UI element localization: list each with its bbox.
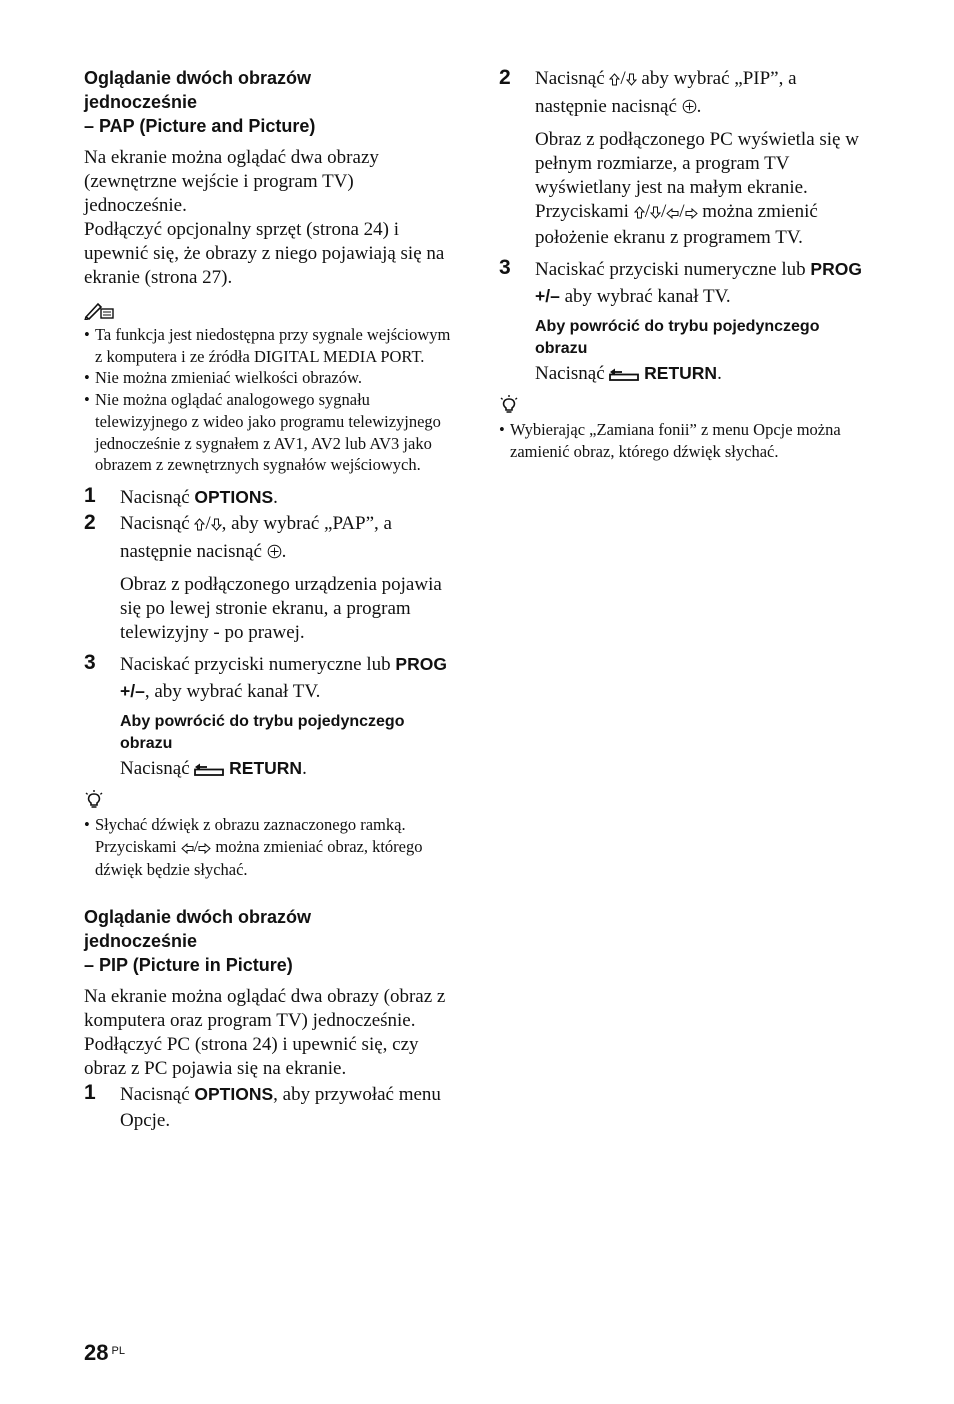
- arrow-down-icon: [211, 513, 222, 539]
- step-text: [535, 66, 871, 122]
- text: .: [281, 540, 287, 562]
- return-subheading: Aby powrócić do trybu pojedynczego obrazu: [120, 712, 405, 752]
- text: Nacisnąć: [535, 363, 610, 384]
- arrow-down-icon: [626, 68, 637, 94]
- text: Nacisnąć: [120, 1084, 195, 1106]
- note-item: • Nie można zmieniać wielkości obrazów.: [84, 367, 456, 389]
- step-text: [535, 256, 871, 310]
- heading-line: jednocześnie: [84, 931, 198, 952]
- intro-paragraph: Podłączyć opcjonalny sprzęt (strona 24) i upewnić się, że obrazy z niego pojawiają się na ekranie (strona 27).: [84, 219, 445, 288]
- step-number: 1: [84, 1081, 96, 1105]
- step-number: 1: [84, 483, 96, 507]
- step-1: [84, 1081, 456, 1134]
- notes-list: [84, 324, 456, 476]
- text: Nacisnąć: [120, 512, 195, 534]
- text: .: [302, 757, 307, 779]
- lightbulb-hint-icon: [84, 790, 456, 812]
- step-text: [120, 1081, 456, 1134]
- arrow-left-icon: [181, 838, 194, 860]
- page-language-code: PL: [111, 1345, 125, 1357]
- return-button-label: RETURN: [644, 363, 718, 383]
- text: Naciskać przyciski numeryczne lub: [535, 259, 811, 280]
- text: .: [696, 96, 702, 117]
- heading-line: Oglądanie dwóch obrazów: [84, 68, 312, 88]
- step-text: [120, 484, 456, 511]
- arrow-down-icon: [650, 202, 661, 226]
- text: Nacisnąć: [535, 68, 610, 89]
- text: aby wybrać „PIP”, a następnie nacisnąć: [535, 68, 797, 117]
- step-description: [535, 128, 871, 250]
- text: .: [717, 363, 722, 384]
- text: aby wybrać kanał TV.: [559, 286, 731, 307]
- note-item: • Nie można oglądać analogowego sygnału telewizyjnego z wideo jako programu telewizyjnego jednocześnie z sygnałem z AV1, AV2 lub AV3 jako obrazem z zewnętrznych sygnałów wejściowych.: [84, 389, 456, 476]
- tip-item: [84, 814, 456, 881]
- step-number: 3: [499, 256, 511, 279]
- step-1: [84, 484, 456, 511]
- heading-line: jednocześnie: [84, 92, 198, 112]
- text: /: [193, 836, 199, 856]
- heading-line: – PAP (Picture and Picture): [84, 116, 316, 136]
- tips-list: [84, 814, 456, 881]
- intro-paragraph: Na ekranie można oglądać dwa obrazy (obraz z komputera oraz program TV) jednocześnie.: [84, 986, 446, 1032]
- intro-paragraph: Na ekranie można oglądać dwa obrazy (zewnętrzne wejście i program TV) jednocześnie.: [84, 147, 379, 216]
- page-number: [84, 1340, 125, 1366]
- return-instruction: [535, 360, 871, 389]
- text: /: [679, 201, 685, 222]
- arrow-right-icon: [685, 202, 698, 226]
- options-button-label: OPTIONS: [194, 486, 274, 507]
- section-heading-pip: [84, 905, 456, 977]
- step-text: [120, 651, 456, 705]
- step-3: [499, 256, 871, 310]
- text: , aby wybrać kanał TV.: [144, 680, 321, 702]
- tips-list: [499, 419, 871, 462]
- intro-paragraph: Podłączyć PC (strona 24) i upewnić się, czy obraz z PC pojawia się na ekranie.: [84, 1034, 419, 1080]
- return-button-label: RETURN: [229, 757, 303, 778]
- enter-button-icon: [682, 96, 697, 122]
- tip-item: • Wybierając „Zamiana fonii” z menu Opcje można zamienić obraz, którego dźwięk słychać.: [499, 419, 871, 462]
- left-column: [84, 66, 456, 1134]
- step-2: [84, 511, 456, 567]
- arrow-left-icon: [666, 202, 679, 226]
- step-text: [120, 511, 456, 567]
- heading-line: Oglądanie dwóch obrazów: [84, 907, 312, 928]
- arrow-up-icon: [194, 513, 205, 539]
- text: Słychać dźwięk z obrazu zaznaczonego ramką. Przyciskami: [95, 814, 406, 856]
- pencil-note-icon: [84, 300, 456, 322]
- step-description: Obraz z podłączonego urządzenia pojawia się po lewej stronie ekranu, a program telewizyjny - po prawej.: [120, 573, 442, 643]
- text: /: [620, 68, 626, 89]
- arrow-up-icon: [634, 202, 645, 226]
- prog-button-label: PROG +/–: [120, 653, 447, 701]
- options-button-label: OPTIONS: [194, 1084, 274, 1105]
- step-2: [499, 66, 871, 122]
- text: .: [273, 486, 278, 508]
- prog-button-label: PROG +/–: [535, 259, 862, 306]
- arrow-right-icon: [198, 838, 211, 860]
- return-arrow-icon: [609, 363, 639, 389]
- step-number: 3: [84, 650, 96, 674]
- lightbulb-hint-icon: [499, 395, 871, 417]
- text: Nacisnąć: [120, 757, 195, 779]
- text: /: [205, 512, 211, 534]
- step-number: 2: [84, 510, 96, 534]
- return-instruction: [120, 755, 456, 784]
- text: Nacisnąć: [120, 486, 195, 508]
- text: można zmieniać obraz, którego dźwięk będzie słychać.: [95, 836, 423, 880]
- text: można zmienić położenie ekranu z programem TV.: [535, 201, 818, 248]
- text: , aby przywołać menu Opcje.: [120, 1084, 441, 1132]
- step-number: 2: [499, 66, 511, 89]
- return-subheading: Aby powrócić do trybu pojedynczego obrazu: [535, 318, 820, 357]
- text: Naciskać przyciski numeryczne lub: [120, 653, 396, 675]
- enter-button-icon: [267, 541, 282, 567]
- note-item: • Ta funkcja jest niedostępna przy sygnale wejściowym z komputera i ze źródła DIGITAL MEDIA PORT.: [84, 324, 456, 367]
- text: /: [660, 201, 667, 222]
- arrow-up-icon: [609, 68, 620, 94]
- text: /: [644, 201, 650, 222]
- section-heading-pap: [84, 66, 456, 138]
- step-3: [84, 651, 456, 705]
- heading-line: – PIP (Picture in Picture): [84, 955, 293, 976]
- right-column: [499, 66, 871, 470]
- text: Obraz z podłączonego PC wyświetla się w pełnym rozmiarze, a program TV wyświetlany jest na małym ekranie. Przyciskami: [535, 129, 859, 222]
- page-number-value: 28: [84, 1340, 109, 1365]
- return-arrow-icon: [194, 758, 224, 784]
- text: , aby wybrać „PAP”, a następnie nacisnąć: [120, 512, 392, 562]
